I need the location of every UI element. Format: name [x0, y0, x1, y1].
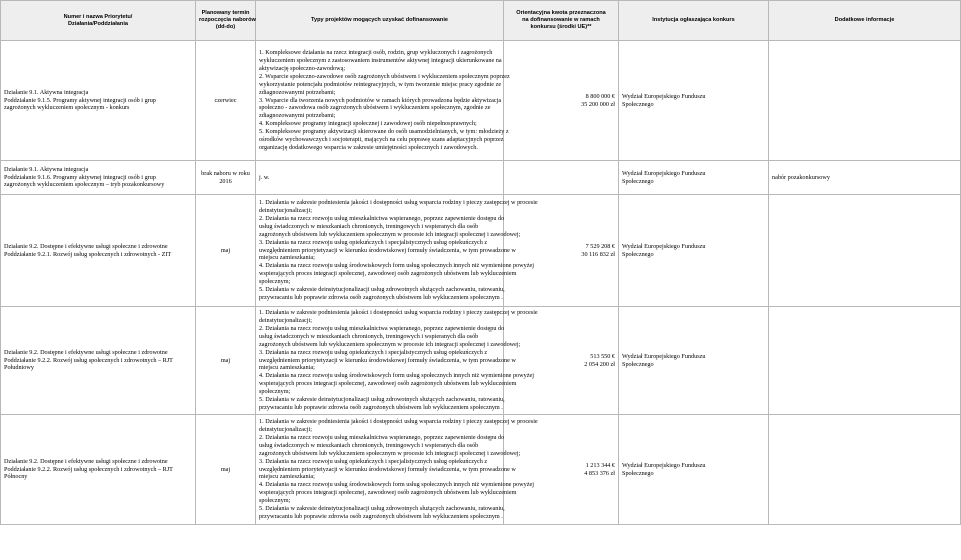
institution-cell-line: Wydział Europejskiego Funduszu	[622, 461, 706, 469]
priority-cell-line: Poddziałanie 9.2.2. Rozwój usług społecznych i zdrowotnych – RJT	[4, 465, 173, 473]
table-row	[1, 307, 961, 415]
project-types-cell-line: deinstytucjonalizacji;	[259, 207, 312, 215]
project-types-cell-line: przywracaniu lub poprawie zdrowia osób zagrożonych ubóstwem lub wykluczeniem społecznym .	[259, 512, 503, 520]
project-types-cell-line: 5. Działania w zakresie deinstytucjonalizacji usług zdrowotnych służących zachowaniu, ratowaniu,	[259, 505, 505, 513]
project-types-cell-line: 5. Działania w zakresie deinstytucjonalizacji usług zdrowotnych służących zachowaniu, ratowaniu,	[259, 286, 505, 294]
header-extra-info: Dodatkowe informacje	[769, 1, 961, 41]
term-cell	[196, 415, 256, 525]
amount-cell-line: 513 550 €	[590, 352, 615, 360]
project-types-cell-line: 5. Działania w zakresie deinstytucjonalizacji usług zdrowotnych służących zachowaniu, ratowaniu,	[259, 396, 505, 404]
amount-cell-line: 4 853 376 zł	[584, 469, 615, 477]
priority-cell-line: Północny	[4, 473, 28, 481]
extra-info-cell-text: nabór pozakonkursowy	[772, 173, 830, 181]
term-cell	[196, 195, 256, 307]
term-cell	[196, 161, 256, 195]
extra-info-cell	[769, 195, 961, 307]
table-row	[1, 41, 961, 161]
project-types-cell-line: miejscu zamieszkania;	[259, 364, 315, 372]
project-types-cell-line: społecznym;	[259, 497, 291, 505]
institution-cell-line: Wydział Europejskiego Funduszu	[622, 92, 706, 100]
term-cell-text: czerwiec	[214, 96, 237, 104]
project-types-cell-line: przywracaniu lub poprawie zdrowia osób zagrożonych ubóstwem lub wykluczeniem społecznym .	[259, 293, 503, 301]
priority-cell-line: Południowy	[4, 364, 34, 372]
extra-info-cell	[769, 41, 961, 161]
project-types-cell-line: deinstytucjonalizacji;	[259, 317, 312, 325]
institution-cell	[619, 307, 769, 415]
institution-cell-line: Społecznego	[622, 177, 654, 185]
project-types-cell-line: 3. Działania na rzecz rozwoju usług opiekuńczych i specjalistycznych usług opiekuńczych z	[259, 457, 488, 465]
project-types-cell-line: uwzględnieniem priorytetyzacji w kierunku środowiskowej formuły świadczenia, w tym prowadzone w	[259, 246, 516, 254]
amount-cell	[504, 161, 619, 195]
institution-cell	[619, 195, 769, 307]
project-types-cell-line: przywracaniu lub poprawie zdrowia osób zagrożonych ubóstwem lub wykluczeniem społecznym .	[259, 403, 503, 411]
priority-cell	[1, 415, 196, 525]
header-amount: Orientacyjna kwota przeznaczona na dofinansowanie w ramach konkursu (środki UE)**	[504, 1, 619, 41]
project-types-cell-line: zdiagnozowanymi potrzebami;	[259, 112, 336, 120]
term-cell	[196, 307, 256, 415]
header-project-types: Typy projektów mogących uzyskać dofinansowanie	[256, 1, 504, 41]
project-types-cell-line: 1. Kompleksowe działania na rzecz integracji osób, rodzin, grup wykluczonych i zagrożonych	[259, 49, 493, 57]
project-types-cell-line: j. w.	[259, 173, 270, 181]
project-types-cell-line: deinstytucjonalizacji;	[259, 426, 312, 434]
amount-cell-line: 35 200 000 zł	[581, 100, 615, 108]
project-types-cell-line: uwzględnieniem priorytetyzacji w kierunku środowiskowej formuły świadczenia, w tym prowadzone w	[259, 356, 516, 364]
project-types-cell-line: wspierających proces integracji społecznej, zawodowej osób zagrożonych ubóstwem lub wykluczeniem	[259, 380, 517, 388]
extra-info-cell	[769, 307, 961, 415]
header-institution: Instytucja ogłaszająca konkurs	[619, 1, 769, 41]
amount-cell	[504, 415, 619, 525]
project-types-cell-line: 4. Działania na rzecz rozwoju usług środowiskowych form usług społecznych innych niż wymienione powyżej	[259, 372, 534, 380]
priority-cell-line: Poddziałanie 9.2.1. Rozwój usług społecznych i zdrowotnych - ZIT	[4, 250, 172, 258]
project-types-cell-line: 1. Działania w zakresie podniesienia jakości i dostępności usług wsparcia rodziny i pieczy zastępczej w procesie	[259, 418, 538, 426]
table-row	[1, 161, 961, 195]
project-types-cell-line: zagrożonych ubóstwem lub wykluczeniem społecznym w procesie ich integracji społecznej i zawodowej;	[259, 230, 521, 238]
institution-cell-line: Społecznego	[622, 100, 654, 108]
term-cell-text: brak naboru w roku 2016	[201, 169, 250, 185]
project-types-cell-line: 1. Działania w zakresie podniesienia jakości i dostępności usług wsparcia rodziny i pieczy zastępczej w procesie	[259, 309, 538, 317]
header-term: Planowany termin rozpoczęcia naborów (dd-do)	[196, 1, 256, 41]
amount-cell-line: 7 529 208 €	[585, 242, 615, 250]
project-types-cell-line: organizację dodatkowego wsparcia w zakresie umiejętności społecznych i zawodowych.	[259, 143, 478, 151]
project-types-cell-line: 5. Kompleksowe programy aktywizacji skierowane do osób usamodzielnianych, w tym: młodzieży z	[259, 128, 509, 136]
institution-cell	[619, 415, 769, 525]
amount-cell-line: 1 213 344 €	[585, 461, 615, 469]
project-types-cell-line: społecznym;	[259, 388, 291, 396]
project-types-cell-line: zdiagnozowanymi potrzebami;	[259, 88, 336, 96]
project-types-cell	[256, 415, 538, 525]
term-cell-text: maj	[220, 246, 231, 254]
institution-cell	[619, 41, 769, 161]
project-types-cell	[256, 195, 538, 307]
priority-cell	[1, 161, 196, 195]
priority-cell-line: Działanie 9.2. Dostępne i efektywne usługi społeczne i zdrowotne	[4, 457, 168, 465]
project-types-cell-line: 1. Działania w zakresie podniesienia jakości i dostępności usług wsparcia rodziny i pieczy zastępczej w procesie	[259, 199, 538, 207]
institution-cell	[619, 161, 769, 195]
priority-cell-line: Działanie 9.1. Aktywna integracja	[4, 88, 89, 96]
institution-cell-line: Społecznego	[622, 250, 654, 258]
project-types-cell	[256, 41, 510, 161]
amount-cell	[504, 195, 619, 307]
project-types-cell-line: 4. Kompleksowe programy integracji społecznej i zawodowej osób niepełnosprawnych;	[259, 120, 477, 128]
project-types-cell-line: usług świadczonych w mieszkaniach chronionych, treningowych i wspieranych dla osób	[259, 222, 479, 230]
priority-cell-line: Poddziałanie 9.1.5. Programy aktywnej integracji osób i grup	[4, 96, 156, 104]
term-cell-text: maj	[220, 356, 231, 364]
priority-cell-line: zagrożonych wykluczeniem społecznym - konkurs	[4, 104, 130, 112]
project-types-cell-line: wykorzystanie potencjału podmiotów reintegracyjnych, w tym tworzenie miejsc pracy zgodnie ze	[259, 80, 502, 88]
priority-cell-line: Działanie 9.1. Aktywna integracja	[4, 165, 89, 173]
project-types-cell-line: wspierających proces integracji społecznej, zawodowej osób zagrożonych ubóstwem lub wykluczeniem	[259, 270, 517, 278]
institution-cell-line: Wydział Europejskiego Funduszu	[622, 169, 706, 177]
project-types-cell	[256, 161, 504, 195]
project-types-cell-line: miejscu zamieszkania;	[259, 473, 315, 481]
amount-cell-line: 30 116 832 zł	[581, 250, 615, 258]
project-types-cell-line: usług świadczonych w mieszkaniach chronionych, treningowych i wspieranych dla osób	[259, 441, 479, 449]
table-row	[1, 195, 961, 307]
amount-cell	[504, 41, 619, 161]
project-types-cell-line: 2. Działania na rzecz rozwoju usług mieszkalnictwa wspieranego, poprzez zapewnienie dostępu do	[259, 214, 505, 222]
extra-info-cell	[769, 161, 961, 195]
project-types-cell-line: 3. Wsparcie dla tworzenia nowych podmiotów w ramach których prowadzona będzie aktywizacja	[259, 96, 502, 104]
amount-cell	[504, 307, 619, 415]
amount-cell-line: 2 054 200 zł	[584, 360, 615, 368]
term-cell-text: maj	[220, 465, 231, 473]
institution-cell-line: Społecznego	[622, 469, 654, 477]
header-priority: Numer i nazwa Priorytetu/ Działania/Poddziałania	[1, 1, 196, 41]
project-types-cell-line: wykluczeniem społecznym z zastosowaniem instrumentów aktywnej integracji ukierunkowane na	[259, 57, 502, 65]
project-types-cell-line: 2. Działania na rzecz rozwoju usług mieszkalnictwa wspieranego, poprzez zapewnienie dostępu do	[259, 324, 505, 332]
project-types-cell-line: miejscu zamieszkania;	[259, 254, 315, 262]
project-types-cell-line: usług świadczonych w mieszkaniach chronionych, treningowych i wspieranych dla osób	[259, 332, 479, 340]
project-types-cell-line: 2. Działania na rzecz rozwoju usług mieszkalnictwa wspieranego, poprzez zapewnienie dostępu do	[259, 433, 505, 441]
project-types-cell-line: społecznym;	[259, 278, 291, 286]
project-types-cell-line: zagrożonych ubóstwem lub wykluczeniem społecznym w procesie ich integracji społecznej i zawodowej;	[259, 449, 521, 457]
project-types-cell-line: zagrożonych ubóstwem lub wykluczeniem społecznym w procesie ich integracji społecznej i zawodowej;	[259, 340, 521, 348]
priority-cell-line: Działanie 9.2. Dostępne i efektywne usługi społeczne i zdrowotne	[4, 242, 168, 250]
project-types-cell-line: 2. Wsparcie społeczno-zawodowe osób zagrożonych ubóstwem i wykluczeniem społecznym poprzez	[259, 72, 510, 80]
project-types-cell-line: wspierających proces integracji społecznej, zawodowej osób zagrożonych ubóstwem lub wykluczeniem	[259, 489, 517, 497]
table-row	[1, 415, 961, 525]
project-types-cell-line: uwzględnieniem priorytetyzacji w kierunku środowiskowej formuły świadczenia, w tym prowadzone w	[259, 465, 516, 473]
project-types-cell-line: 3. Działania na rzecz rozwoju usług opiekuńczych i specjalistycznych usług opiekuńczych z	[259, 238, 488, 246]
amount-cell-line: 8 800 000 €	[585, 92, 615, 100]
priority-cell	[1, 195, 196, 307]
priority-cell-line: Poddziałanie 9.2.2. Rozwój usług społecznych i zdrowotnych – RJT	[4, 356, 173, 364]
extra-info-cell	[769, 415, 961, 525]
project-types-cell	[256, 307, 538, 415]
priority-cell-line: Działanie 9.2. Dostępne i efektywne usługi społeczne i zdrowotne	[4, 348, 168, 356]
priority-cell	[1, 41, 196, 161]
institution-cell-line: Społecznego	[622, 360, 654, 368]
project-types-cell-line: aktywizację społeczno-zawodową;	[259, 64, 346, 72]
institution-cell-line: Wydział Europejskiego Funduszu	[622, 242, 706, 250]
priority-cell-line: zagrożonych wykluczeniem społecznym – tryb pozakonkursowy	[4, 181, 165, 189]
priority-cell	[1, 307, 196, 415]
institution-cell-line: Wydział Europejskiego Funduszu	[622, 352, 706, 360]
project-types-cell-line: 3. Działania na rzecz rozwoju usług opiekuńczych i specjalistycznych usług opiekuńczych z	[259, 348, 488, 356]
project-types-cell-line: ośrodków wychowawczych i socjoterapii, mających na celu poprawę szans adaptacyjnych poprzez	[259, 136, 504, 144]
priority-cell-line: Poddziałanie 9.1.6. Programy aktywnej integracji osób i grup	[4, 173, 156, 181]
header-row	[1, 1, 961, 41]
project-types-cell-line: 4. Działania na rzecz rozwoju usług środowiskowych form usług społecznych innych niż wymienione powyżej	[259, 262, 534, 270]
project-types-cell-line: 4. Działania na rzecz rozwoju usług środowiskowych form usług społecznych innych niż wymienione powyżej	[259, 481, 534, 489]
term-cell	[196, 41, 256, 161]
project-types-cell-line: społeczno - zawodowa osób zagrożonych ubóstwem i wykluczeniem społecznym, zgodnie ze	[259, 104, 491, 112]
